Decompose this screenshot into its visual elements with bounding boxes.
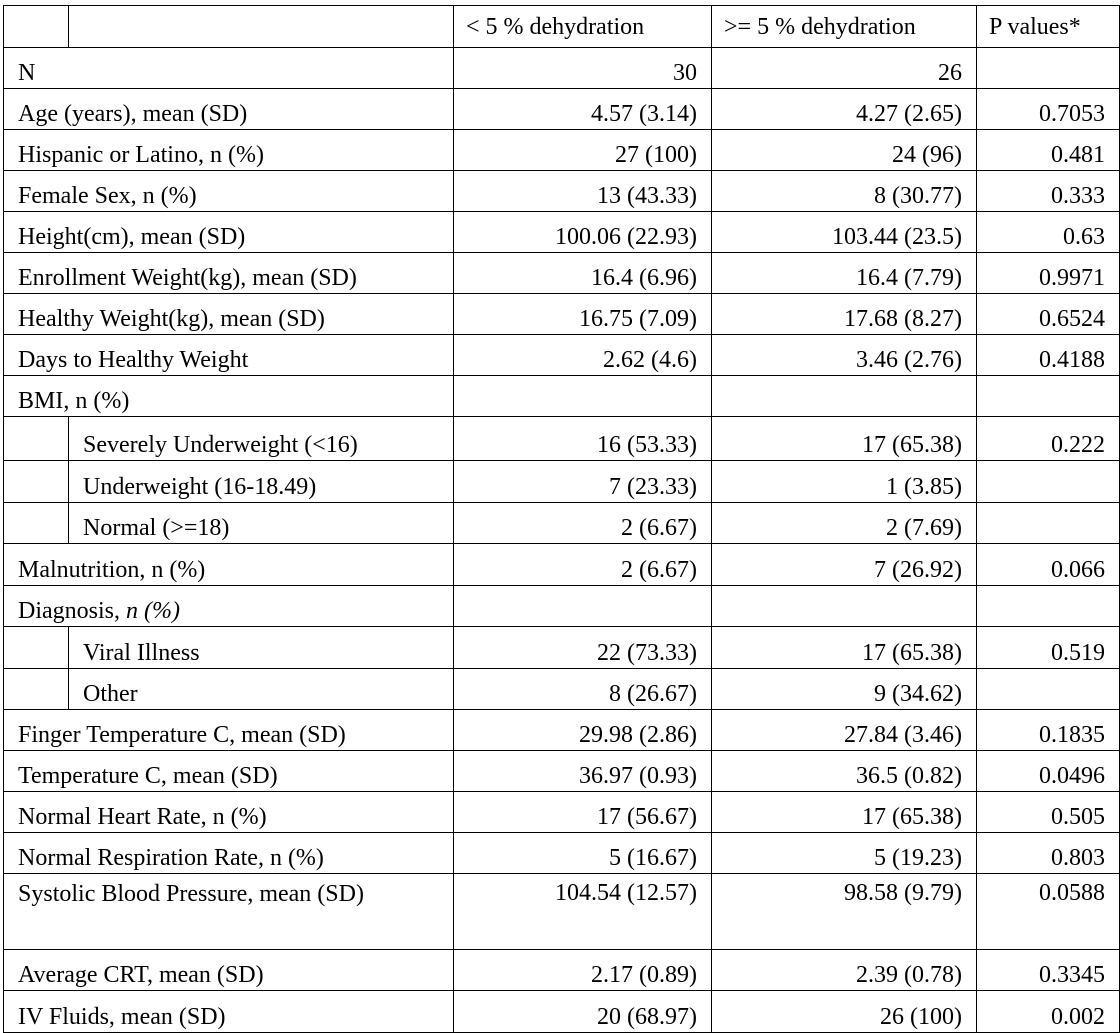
p-value: 0.222 [977, 417, 1120, 461]
row-label: Normal Heart Rate, n (%) [4, 792, 454, 833]
row-label: Temperature C, mean (SD) [4, 751, 454, 792]
value-lt5: 20 (68.97) [454, 991, 712, 1033]
p-value: 0.1835 [977, 710, 1120, 751]
p-value: 0.9971 [977, 253, 1120, 294]
header-col-pvalues: P values* [977, 6, 1120, 48]
p-value: 0.519 [977, 627, 1120, 669]
row-label: Malnutrition, n (%) [4, 544, 454, 586]
table-row [4, 991, 1120, 1033]
value-ge5: 26 [712, 48, 977, 89]
row-label: Normal (>=18) [69, 503, 454, 544]
row-label: Female Sex, n (%) [4, 171, 454, 212]
p-value: 0.6524 [977, 294, 1120, 335]
header-label-cell [69, 6, 454, 48]
row-label: Healthy Weight(kg), mean (SD) [4, 294, 454, 335]
row-label: Systolic Blood Pressure, mean (SD) [4, 874, 454, 950]
table-row [4, 710, 1120, 751]
table-row [4, 212, 1120, 253]
header-indent-cell [4, 6, 69, 48]
value-ge5: 2 (7.69) [712, 503, 977, 544]
table-row [4, 544, 1120, 586]
table-row [4, 833, 1120, 874]
value-ge5: 17 (65.38) [712, 627, 977, 669]
table-row-group-header [4, 376, 1120, 417]
p-value: 0.4188 [977, 335, 1120, 376]
row-label [4, 586, 454, 627]
p-value [977, 48, 1120, 89]
indent-cell [4, 669, 69, 710]
row-label: Average CRT, mean (SD) [4, 950, 454, 991]
p-value: 0.3345 [977, 950, 1120, 991]
value-ge5: 2.39 (0.78) [712, 950, 977, 991]
p-value: 0.002 [977, 991, 1120, 1033]
header-row [4, 6, 1120, 48]
p-value: 0.505 [977, 792, 1120, 833]
p-value [977, 503, 1120, 544]
p-value: 0.333 [977, 171, 1120, 212]
value-ge5: 8 (30.77) [712, 171, 977, 212]
p-value: 0.7053 [977, 89, 1120, 130]
value-lt5: 2.17 (0.89) [454, 950, 712, 991]
value-lt5: 5 (16.67) [454, 833, 712, 874]
p-value: 0.63 [977, 212, 1120, 253]
value-lt5: 100.06 (22.93) [454, 212, 712, 253]
value-lt5: 4.57 (3.14) [454, 89, 712, 130]
value-ge5 [712, 586, 977, 627]
table-row [4, 874, 1120, 950]
value-ge5: 27.84 (3.46) [712, 710, 977, 751]
value-lt5: 8 (26.67) [454, 669, 712, 710]
table-row [4, 294, 1120, 335]
row-label: Other [69, 669, 454, 710]
table-row [4, 335, 1120, 376]
demographics-table [3, 5, 1120, 1033]
row-label: Severely Underweight (<16) [69, 417, 454, 461]
value-lt5: 27 (100) [454, 130, 712, 171]
value-ge5: 4.27 (2.65) [712, 89, 977, 130]
row-label: Height(cm), mean (SD) [4, 212, 454, 253]
indent-cell [4, 417, 69, 461]
table-row [4, 669, 1120, 710]
value-ge5: 17 (65.38) [712, 792, 977, 833]
row-label: IV Fluids, mean (SD) [4, 991, 454, 1033]
table-row [4, 751, 1120, 792]
value-ge5: 3.46 (2.76) [712, 335, 977, 376]
value-ge5: 36.5 (0.82) [712, 751, 977, 792]
table-row [4, 950, 1120, 991]
row-label-italic: n (%) [126, 598, 180, 624]
p-value: 0.066 [977, 544, 1120, 586]
p-value [977, 586, 1120, 627]
row-label: Enrollment Weight(kg), mean (SD) [4, 253, 454, 294]
value-ge5: 98.58 (9.79) [712, 874, 977, 950]
value-lt5: 13 (43.33) [454, 171, 712, 212]
value-ge5: 24 (96) [712, 130, 977, 171]
value-lt5: 7 (23.33) [454, 461, 712, 503]
table-row [4, 461, 1120, 503]
header-col-lt5: < 5 % dehydration [454, 6, 712, 48]
p-value: 0.0496 [977, 751, 1120, 792]
row-label: Hispanic or Latino, n (%) [4, 130, 454, 171]
p-value: 0.803 [977, 833, 1120, 874]
table-row [4, 171, 1120, 212]
table-row [4, 253, 1120, 294]
value-lt5: 16 (53.33) [454, 417, 712, 461]
value-ge5: 103.44 (23.5) [712, 212, 977, 253]
table-row [4, 627, 1120, 669]
table-row [4, 792, 1120, 833]
p-value: 0.481 [977, 130, 1120, 171]
value-lt5 [454, 586, 712, 627]
row-label: BMI, n (%) [4, 376, 454, 417]
row-label: Days to Healthy Weight [4, 335, 454, 376]
value-lt5: 17 (56.67) [454, 792, 712, 833]
value-lt5: 16.75 (7.09) [454, 294, 712, 335]
row-label: Age (years), mean (SD) [4, 89, 454, 130]
row-label-text: Diagnosis, [18, 598, 126, 624]
value-ge5: 7 (26.92) [712, 544, 977, 586]
value-ge5: 17 (65.38) [712, 417, 977, 461]
indent-cell [4, 503, 69, 544]
value-ge5 [712, 376, 977, 417]
value-lt5: 16.4 (6.96) [454, 253, 712, 294]
value-lt5: 2 (6.67) [454, 544, 712, 586]
value-lt5: 104.54 (12.57) [454, 874, 712, 950]
indent-cell [4, 627, 69, 669]
row-label: Viral Illness [69, 627, 454, 669]
value-ge5: 5 (19.23) [712, 833, 977, 874]
p-value: 0.0588 [977, 874, 1120, 950]
table-row [4, 417, 1120, 461]
row-label: N [4, 48, 454, 89]
row-label: Normal Respiration Rate, n (%) [4, 833, 454, 874]
row-label: Underweight (16-18.49) [69, 461, 454, 503]
value-lt5 [454, 376, 712, 417]
value-lt5: 22 (73.33) [454, 627, 712, 669]
table-row [4, 48, 1120, 89]
value-lt5: 2.62 (4.6) [454, 335, 712, 376]
value-lt5: 30 [454, 48, 712, 89]
value-ge5: 26 (100) [712, 991, 977, 1033]
p-value [977, 669, 1120, 710]
table-row [4, 89, 1120, 130]
table-row-group-header [4, 586, 1120, 627]
value-ge5: 16.4 (7.79) [712, 253, 977, 294]
value-lt5: 29.98 (2.86) [454, 710, 712, 751]
value-ge5: 9 (34.62) [712, 669, 977, 710]
table-row [4, 130, 1120, 171]
value-lt5: 2 (6.67) [454, 503, 712, 544]
header-col-ge5: >= 5 % dehydration [712, 6, 977, 48]
table-row [4, 503, 1120, 544]
p-value [977, 376, 1120, 417]
value-ge5: 1 (3.85) [712, 461, 977, 503]
row-label: Finger Temperature C, mean (SD) [4, 710, 454, 751]
indent-cell [4, 461, 69, 503]
value-lt5: 36.97 (0.93) [454, 751, 712, 792]
value-ge5: 17.68 (8.27) [712, 294, 977, 335]
p-value [977, 461, 1120, 503]
